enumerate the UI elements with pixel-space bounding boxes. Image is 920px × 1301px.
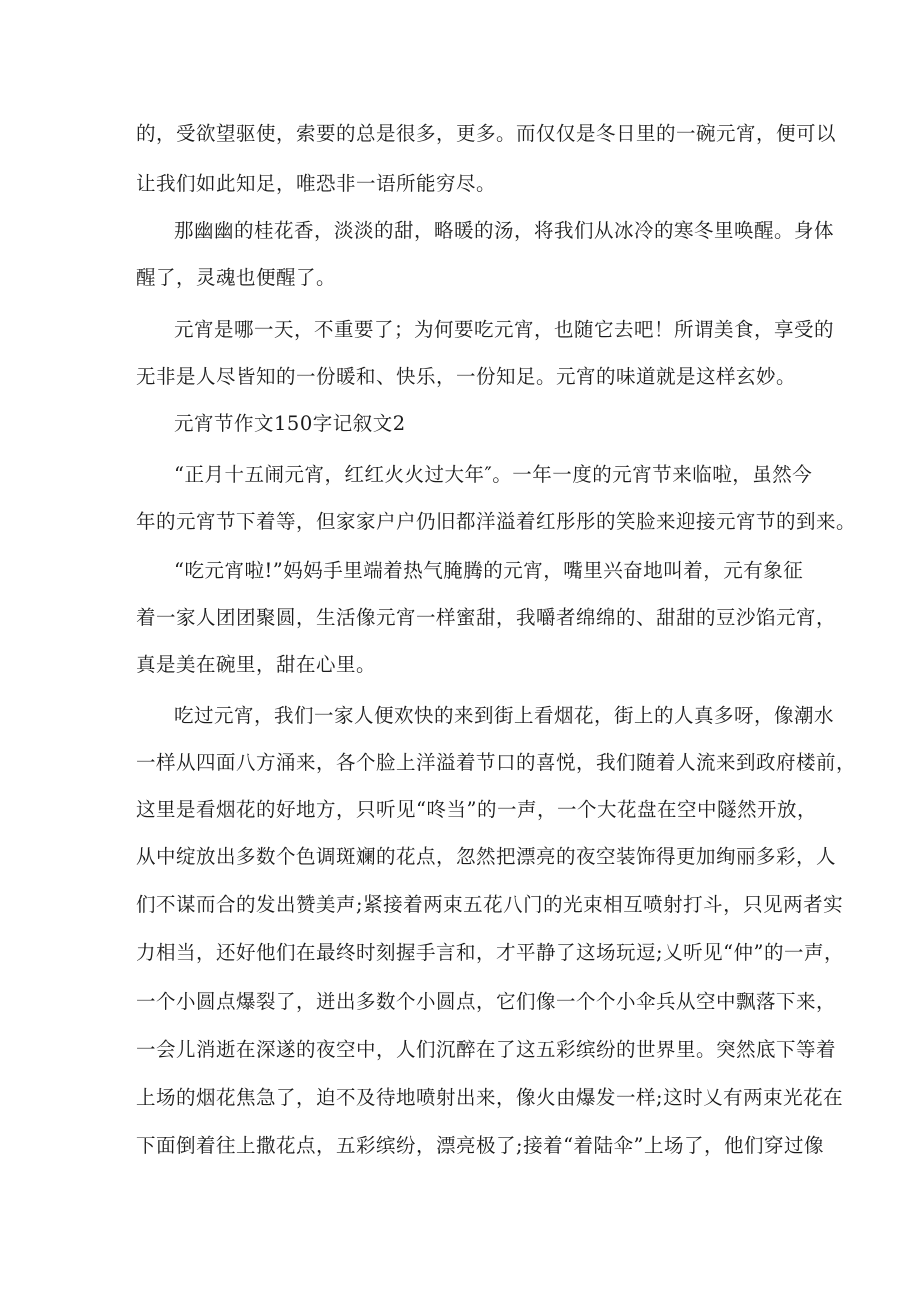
paragraph-line: 那幽幽的桂花香，淡淡的甜，略暖的汤，将我们从冰冷的寒冬里唤醒。身体: [174, 219, 835, 242]
paragraph-line: 的，受欲望驱使，索要的总是很多，更多。而仅仅是冬日里的一碗元宵，便可以: [136, 122, 837, 145]
paragraph-line: 们不谋而合的发出赞美声;紧接着两束五花八门的光束相互喷射打斗，只见两者实: [136, 893, 844, 916]
paragraph-line: 一样从四面八方涌来，各个脸上洋溢着节口的喜悦，我们随着人流来到政府楼前，: [136, 751, 857, 774]
paragraph-line: 着一家人团团聚圆，生活像元宵一样蜜甜，我嚼者绵绵的、甜甜的豆沙馅元宵，: [136, 606, 837, 629]
paragraph-line: 让我们如此知足，唯恐非一语所能穷尽。: [136, 172, 497, 195]
paragraph-line: “正月十五闹元宵，红红火火过大年″。一年一度的元宵节来临啦，虽然今: [174, 463, 813, 486]
paragraph-line: 吃过元宵，我们一家人便欢快的来到街上看烟花，街上的人真多呀，像潮水: [174, 704, 835, 727]
paragraph-line: 一会儿消逝在深遂的夜空中，人们沉醉在了这五彩缤纷的世界里。突然底下等着: [136, 1038, 837, 1061]
paragraph-line: 下面倒着往上撒花点，五彩缤纷，漂亮极了;接着“着陆伞”上场了，他们穿过像: [136, 1134, 825, 1157]
paragraph-line: 无非是人尽皆知的一份暖和、快乐，一份知足。元宵的味道就是这样玄妙。: [136, 365, 797, 388]
paragraph-line: 力相当，还好他们在最终时刻握手言和，才平静了这场玩逗;乂听见“仲”的一声，: [136, 941, 845, 964]
paragraph-line: 从中绽放出多数个色调斑斓的花点，忽然把漂亮的夜空装饰得更加绚丽多彩，人: [136, 845, 837, 868]
section-heading: 元宵节作文150字记叙文2: [174, 412, 406, 435]
paragraph-line: “吃元宵啦!”妈妈手里端着热气腌腾的元宵，嘴里兴奋地叫着，元有象征: [174, 559, 804, 582]
paragraph-line: 年的元宵节下着等，但家家户户仍旧都洋溢着红彤彤的笑脸来迎接元宵节的到来。: [136, 510, 857, 533]
paragraph-line: 真是美在碗里，甜在心里。: [136, 653, 377, 676]
paragraph-line: 这里是看烟花的好地方，只听见“咚当”的一声，一个大花盘在空中隧然开放，: [136, 798, 817, 821]
paragraph-line: 上场的烟花焦急了，迫不及待地喷射出来，像火由爆发一样;这时乂有两束光花在: [136, 1086, 844, 1109]
paragraph-line: 醒了，灵魂也便醒了。: [136, 266, 337, 289]
paragraph-line: 一个小圆点爆裂了，迸出多数个小圆点，它们像一个个小伞兵从空中飘落下来，: [136, 990, 837, 1013]
paragraph-line: 元宵是哪一天，不重要了；为何要吃元宵，也随它去吧！所谓美食，享受的: [174, 318, 835, 341]
